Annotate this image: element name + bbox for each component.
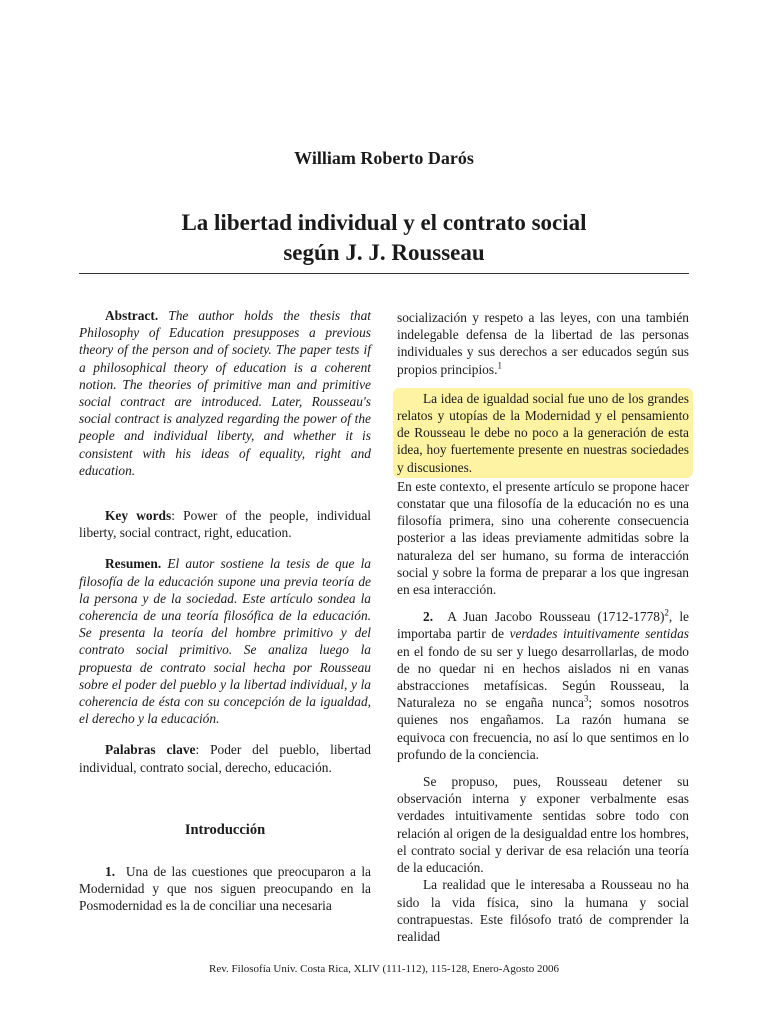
keywords-label: Key words (105, 508, 172, 524)
paragraph-2-text-c: en el fondo de su ser y luego desarrollarlas, de modo de no quedar ni en hechos aislados ni en vanas abstracciones metafísicas. Según Rousseau, la Naturaleza no se engaña nunca (397, 643, 689, 711)
resumen-text: El autor sostiene la tesis de que la filosofía de la educación supone una previa teoría de la persona y de la sociedad. Este artículo sondea la coherencia de una teoría filosófica de la educación. Se presenta la teoría del hombre primitivo y del contrato social primitivo. Se analiza luego la propuesta de contrato social hecha por Rousseau sobre el poder del pueblo y la libertad individual, y la coherencia de ésta con su concepción de la igualdad, el derecho y la educación. (79, 556, 371, 727)
intro-paragraph-1-text: Una de las cuestiones que preocuparon a la Modernidad y que nos siguen preocupando en la Posmodernidad es la de conciliar una necesaria (79, 864, 371, 914)
resumen-paragraph (79, 555, 371, 727)
keywords-paragraph (79, 507, 371, 541)
article-title (0, 208, 768, 268)
journal-footer: Rev. Filosofía Univ. Costa Rica, XLIV (111-112), 115-128, Enero-Agosto 2006 (209, 963, 559, 975)
intro-paragraph-1-continued (397, 309, 689, 378)
intro-paragraph-1-continued-text: socialización y respeto a las leyes, con una también indelegable defensa de la libertad de las personas individuales y sus derechos a ser educados según sus propios principios. (397, 310, 689, 377)
right-column (397, 309, 689, 945)
title-divider (79, 273, 689, 274)
intro-paragraph-1-tail: En este contexto, el presente artículo se propone hacer constatar que una filosofía de la educación no es una filosofía primera, sino una coherente consecuencia posterior a las ideas previamente admitidas sobre la naturaleza del ser humano, su forma de interacción social y sobre la forma de preparar a los que ingresan en esa interacción. (397, 478, 689, 598)
article-title-line1: La libertad individual y el contrato social (181, 210, 587, 235)
paragraph-2-text-d: ; somos nosotros quienes nos engañamos. La razón humana se equivoca con frecuencia, no así lo que sentimos en lo profundo de la conciencia. (397, 695, 690, 762)
palabras-clave-text: : Poder del pueblo, libertad individual, contrato social, derecho, educación. (79, 742, 371, 775)
resumen-label: Resumen. (105, 556, 162, 572)
palabras-clave-label: Palabras clave (105, 742, 196, 758)
left-column (79, 307, 371, 915)
paragraph-3: Se propuso, pues, Rousseau detener su observación interna y exponer verbalmente esas verdades intuitivamente sentidas sobre todo con relación al origen de la desigualdad entre los hombres, el contrato social y derivar de esa relación una teoría de la educación. (397, 774, 689, 876)
footnote-ref-3[interactable]: 3 (583, 693, 589, 704)
abstract-paragraph (79, 307, 371, 479)
highlighted-passage: La idea de igualdad social fue uno de los grandes relatos y utopías de la Modernidad y el pensamiento de Rousseau le debe no poco a la generación de esta idea, hoy fuertemente presente en nuestras sociedades y discusiones. (393, 388, 693, 478)
paragraph-4: La realidad que le interesaba a Rousseau no ha sido la vida física, sino la humana y social contrapuestas. Este filósofo trató de comprender la realidad (397, 877, 689, 944)
abstract-text: The author holds the thesis that Philosophy of Education presupposes a previous theory of the person and of society. The paper tests if a philosophical theory of education is a coherent notion. The theories of primitive man and primitive social contract are introduced. Later, Rousseau's social contract is analyzed regarding the power of the people and individual liberty, and whether it is consistent with his ideas of equality, right and education. (79, 308, 371, 478)
abstract-label: Abstract. (105, 308, 159, 323)
palabras-clave-paragraph (79, 741, 371, 775)
footnote-ref-1[interactable]: 1 (497, 360, 502, 371)
paragraph-number: 2. (423, 609, 434, 625)
paragraph-2 (397, 608, 689, 763)
article-title-line2: según J. J. Rousseau (283, 240, 485, 265)
paragraph-number: 1. (105, 864, 116, 880)
keywords-text: : Power of the people, individual liberty, social contract, right, education. (79, 508, 371, 541)
author-name: William Roberto Darós (294, 148, 474, 168)
paragraph-2-italic: verdades intuitivamente sentidas (509, 626, 689, 642)
paragraph-2-text-b: , le importaba partir de (397, 609, 690, 642)
intro-paragraph-1 (79, 863, 371, 915)
section-heading-introduccion: Introducción (184, 821, 266, 838)
footnote-ref-2[interactable]: 2 (664, 607, 669, 618)
paragraph-2-text-a: A Juan Jacobo Rousseau (1712-1778) (447, 609, 665, 625)
